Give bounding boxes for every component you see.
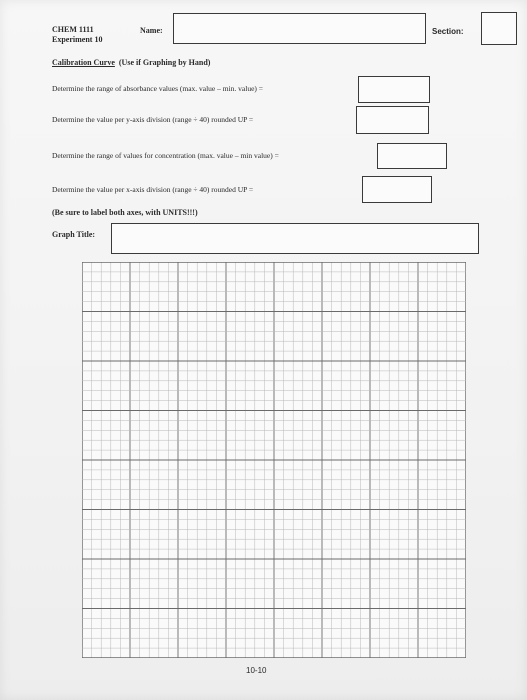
graph-title-label: Graph Title: xyxy=(52,230,96,239)
experiment-label: Experiment 10 xyxy=(52,35,103,44)
section-label: Section: xyxy=(432,27,464,36)
graph-title-field[interactable] xyxy=(111,223,479,254)
x-axis-division-answer[interactable] xyxy=(362,176,432,203)
question-concentration-range: Determine the range of values for concentration (max. value – min value) = xyxy=(52,151,279,160)
question-y-axis-division: Determine the value per y-axis division (range ÷ 40) rounded UP = xyxy=(52,115,254,124)
name-label: Name: xyxy=(140,26,163,35)
name-field[interactable] xyxy=(173,13,426,44)
question-absorbance-range: Determine the range of absorbance values (max. value – min. value) = xyxy=(52,84,264,93)
section-field[interactable] xyxy=(481,12,517,45)
y-axis-division-answer[interactable] xyxy=(356,106,429,134)
concentration-range-answer[interactable] xyxy=(377,143,447,169)
graph-grid[interactable] xyxy=(82,262,466,658)
course-code: CHEM 1111 xyxy=(52,25,94,34)
units-reminder: (Be sure to label both axes, with UNITS!!!) xyxy=(52,208,198,217)
section-note: (Use if Graphing by Hand) xyxy=(118,58,211,67)
graph-paper[interactable] xyxy=(82,262,466,658)
calibration-curve-title: Calibration Curve xyxy=(52,58,115,67)
section-title xyxy=(52,58,210,68)
question-x-axis-division: Determine the value per x-axis division (range ÷ 40) rounded UP = xyxy=(52,185,254,194)
absorbance-range-answer[interactable] xyxy=(358,76,430,103)
page-number: 10-10 xyxy=(246,666,267,675)
